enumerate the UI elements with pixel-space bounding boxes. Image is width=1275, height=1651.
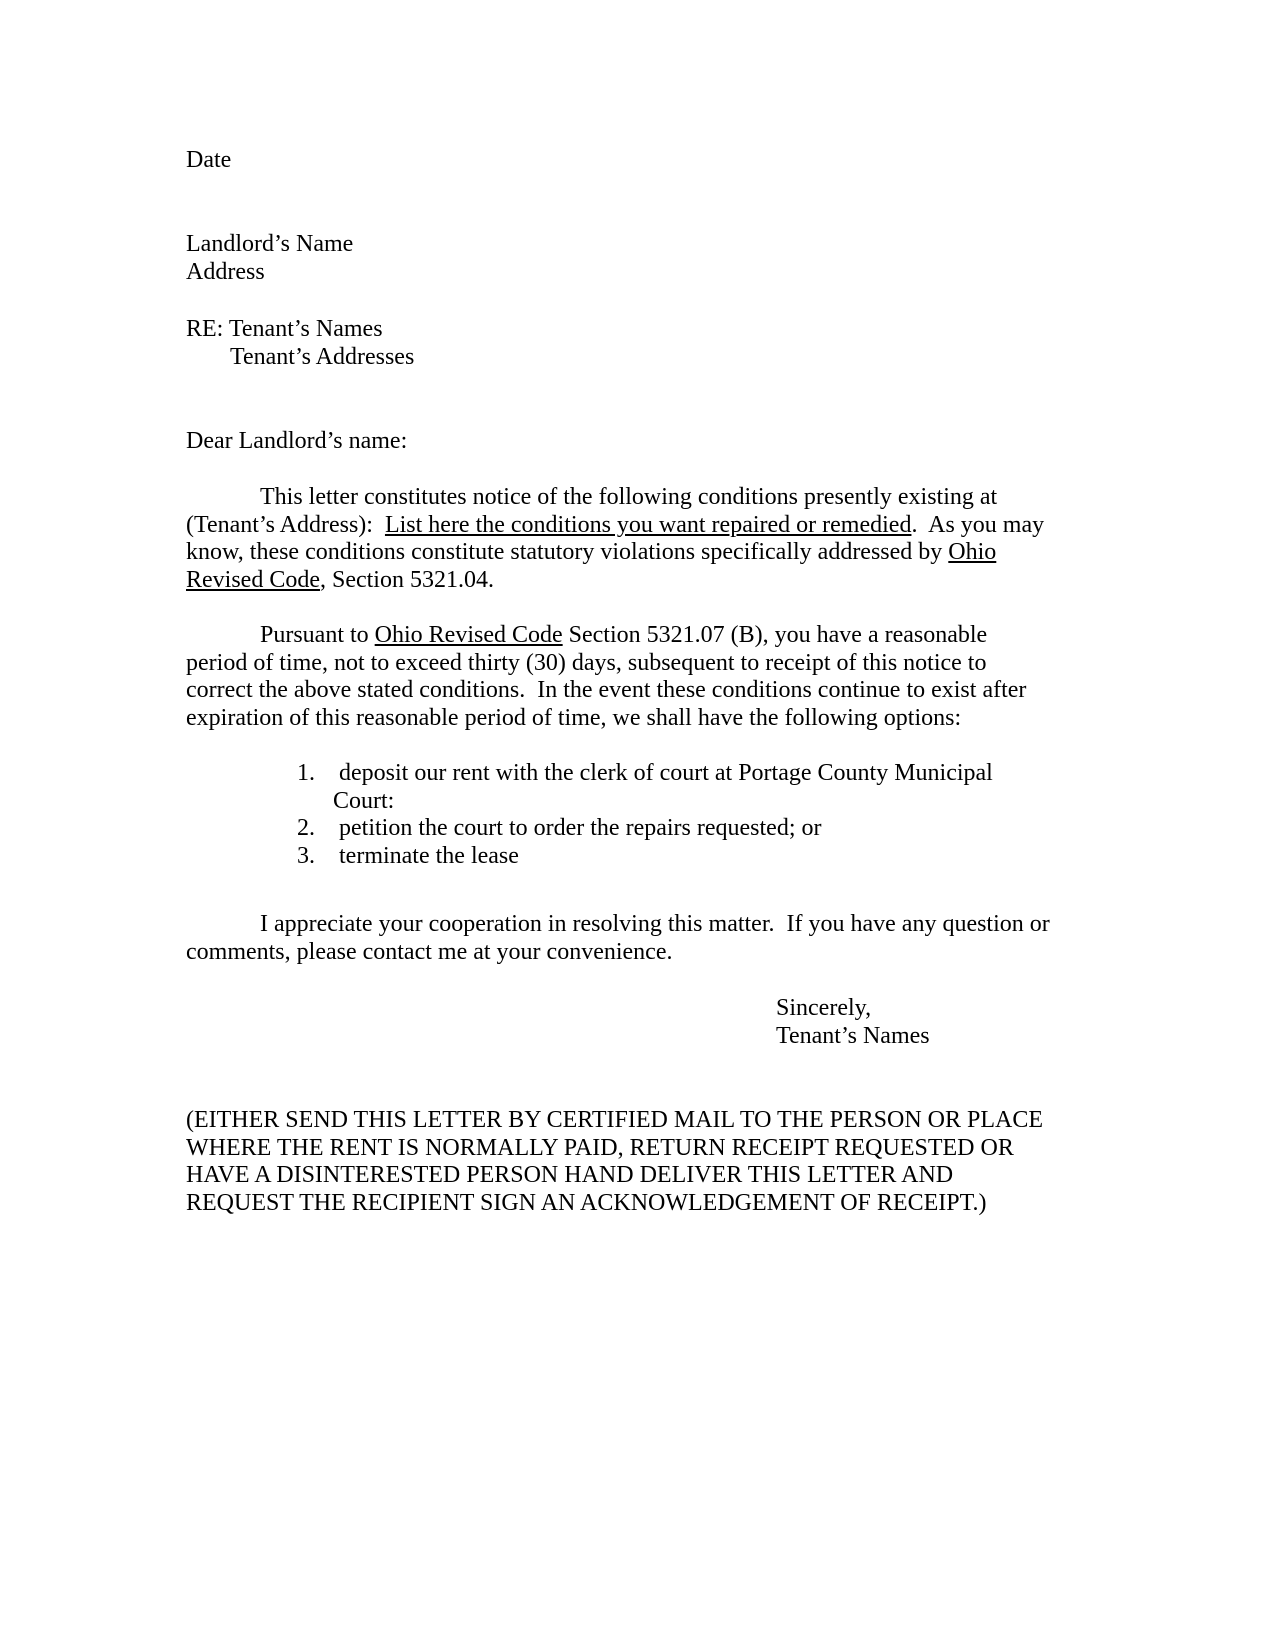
closing: Sincerely,: [776, 995, 872, 1021]
list-text: deposit our rent with the clerk of court at Portage County Municipal: [339, 760, 993, 786]
list-number: 2.: [297, 815, 315, 841]
instruction-line: REQUEST THE RECIPIENT SIGN AN ACKNOWLEDGEMENT OF RECEIPT.): [186, 1189, 987, 1216]
paragraph-pursuant: [186, 622, 1086, 732]
date-line: [186, 147, 1086, 175]
para3-line2: comments, please contact me at your convenience.: [186, 938, 673, 965]
re-line: [186, 316, 1086, 344]
list-item: [297, 843, 1057, 871]
salutation-text: Dear Landlord’s name:: [186, 428, 408, 454]
signature-name: Tenant’s Names: [776, 1022, 930, 1049]
re-tenant-addresses: Tenant’s Addresses: [230, 343, 415, 370]
para2-line1: Pursuant to Ohio Revised Code Section 5321.07 (B), you have a reasonable: [260, 622, 988, 648]
list-number: 3.: [297, 842, 315, 869]
para2-line4: expiration of this reasonable period of time, we shall have the following options:: [186, 704, 962, 731]
list-text-continuation: Court:: [333, 787, 395, 814]
para1-line2: (Tenant’s Address): List here the conditions you want repaired or remedied. As you may: [186, 511, 1045, 538]
closing-block: [776, 995, 1076, 1050]
re-tenant-names: Tenant’s Names: [228, 316, 383, 342]
ohio-revised-code-underlined: Ohio Revised Code: [374, 622, 563, 648]
list-number: 1.: [297, 760, 315, 786]
list-item: [297, 760, 1057, 815]
salutation: [186, 428, 1086, 456]
revised-code-underlined: Revised Code: [186, 566, 320, 593]
para2-line3: correct the above stated conditions. In the event these conditions continue to exist after: [186, 677, 1027, 703]
delivery-instructions: [186, 1107, 1186, 1217]
ohio-underlined: Ohio: [948, 539, 997, 565]
para2-line2: period of time, not to exceed thirty (30) days, subsequent to receipt of this notice to: [186, 649, 987, 676]
instruction-line: WHERE THE RENT IS NORMALLY PAID, RETURN RECEIPT REQUESTED OR: [186, 1134, 1014, 1161]
list-item: [297, 815, 1057, 843]
para3-line1: I appreciate your cooperation in resolving this matter. If you have any question or: [260, 911, 1050, 937]
paragraph-notice: [186, 484, 1086, 594]
para1-line4: Revised Code, Section 5321.04.: [186, 566, 494, 593]
list-text: petition the court to order the repairs requested; or: [339, 815, 822, 841]
re-label: RE:: [186, 316, 224, 342]
landlord-name: Landlord’s Name: [186, 231, 354, 257]
conditions-placeholder: List here the conditions you want repaired or remedied: [384, 511, 912, 538]
landlord-address: Address: [186, 258, 265, 285]
recipient-block: [186, 231, 1086, 286]
paragraph-appreciation: [186, 911, 1086, 966]
options-list: [297, 760, 1057, 898]
para1-line3: know, these conditions constitute statutory violations specifically addressed by Ohio: [186, 539, 997, 565]
re-block: [186, 316, 1086, 371]
list-text: terminate the lease: [339, 842, 519, 869]
para1-line1: This letter constitutes notice of the following conditions presently existing at: [260, 484, 998, 510]
date: Date: [186, 147, 232, 173]
instruction-line: HAVE A DISINTERESTED PERSON HAND DELIVER THIS LETTER AND: [186, 1162, 954, 1188]
instruction-line: (EITHER SEND THIS LETTER BY CERTIFIED MAIL TO THE PERSON OR PLACE: [186, 1107, 1044, 1133]
